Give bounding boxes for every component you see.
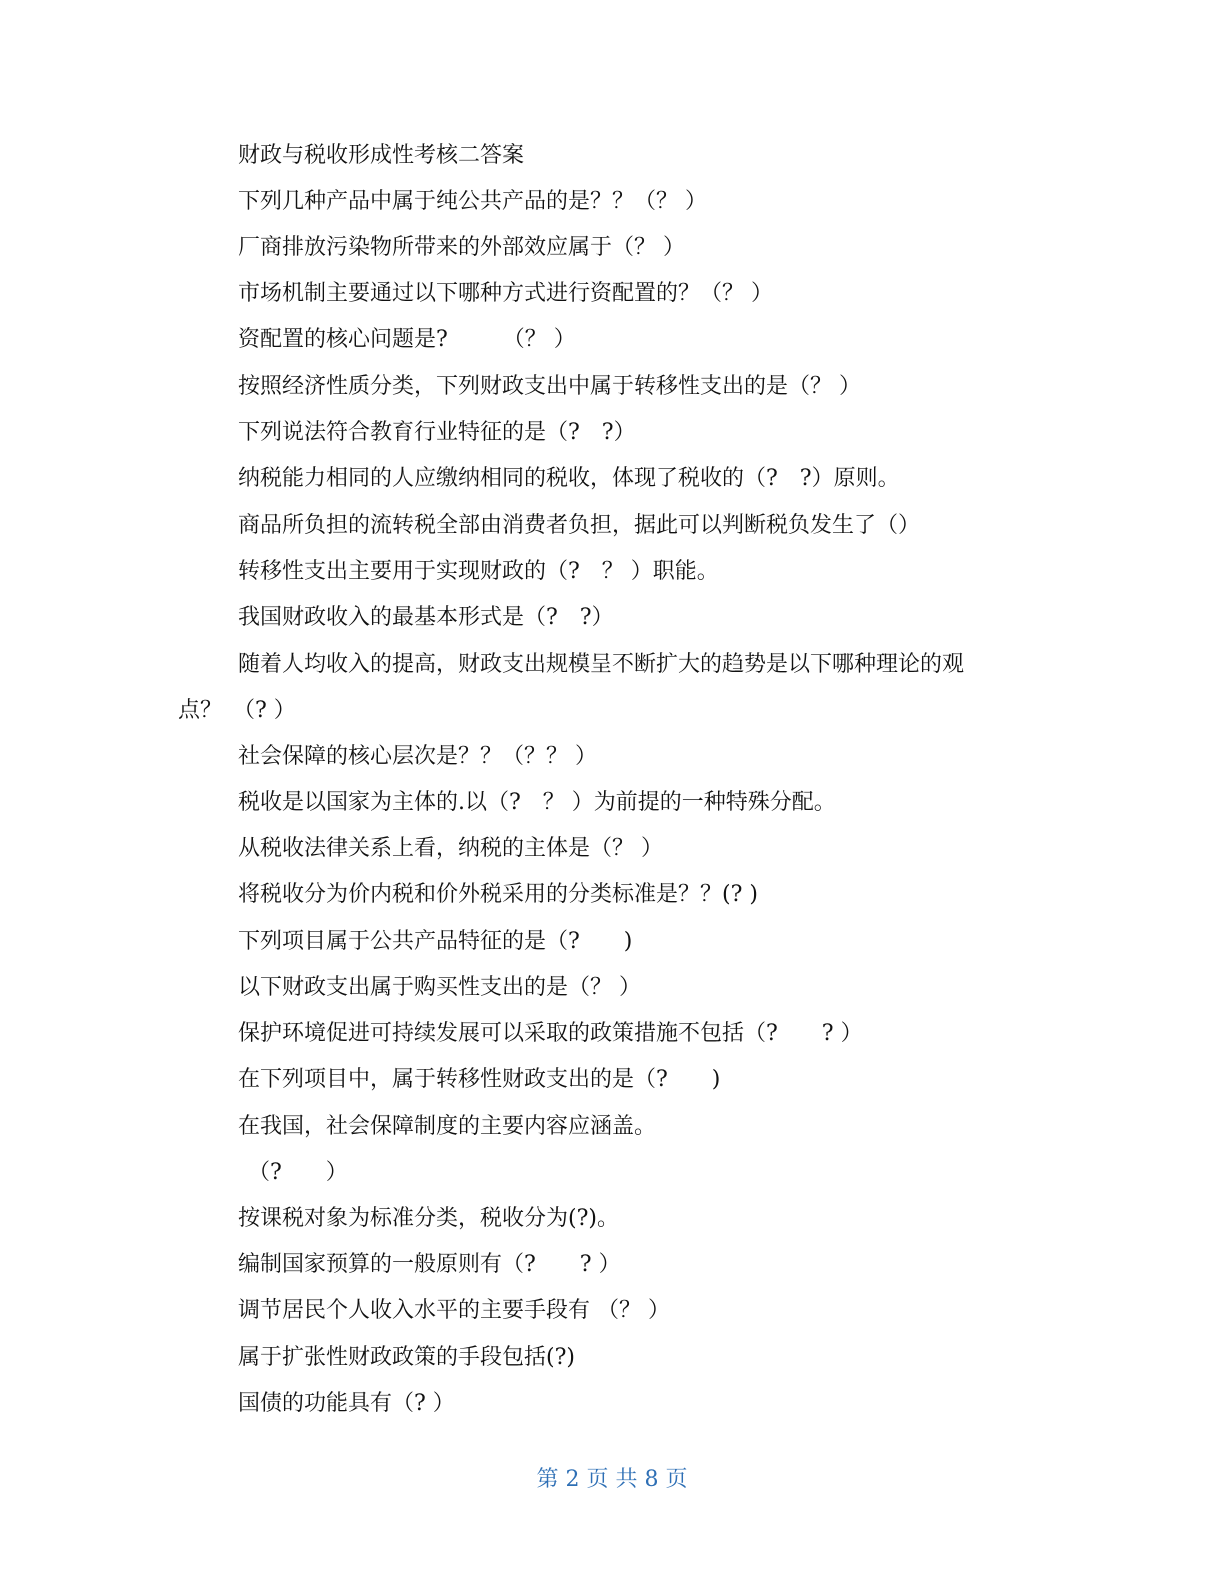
question-line-13: 税收是以国家为主体的.以（? ？ ）为前提的一种特殊分配。 — [238, 790, 836, 815]
question-line-11: 随着人均收入的提高，财政支出规模呈不断扩大的趋势是以下哪种理论的观 — [238, 652, 965, 677]
question-line-6: 下列说法符合教育行业特征的是（? ?） — [238, 420, 636, 445]
question-line-8: 商品所负担的流转税全部由消费者负担，据此可以判断税负发生了（） — [238, 513, 921, 538]
question-line-23: 调节居民个人收入水平的主要手段有 （？ ） — [238, 1298, 670, 1323]
page-number-footer: 第 2 页 共 8 页 — [536, 1467, 688, 1492]
question-line-3: 市场机制主要通过以下哪种方式进行资配置的？（？ ） — [238, 281, 773, 306]
question-line-2: 厂商排放污染物所带来的外部效应属于（？ ） — [238, 235, 685, 260]
question-line-18: 保护环境促进可持续发展可以采取的政策措施不包括（? ? ） — [238, 1021, 863, 1046]
question-line-20-continued: （? ） — [248, 1160, 348, 1185]
question-line-9: 转移性支出主要用于实现财政的（? ？ ）职能。 — [238, 559, 719, 584]
question-line-20: 在我国，社会保障制度的主要内容应涵盖。 — [238, 1114, 657, 1139]
question-line-21: 按课税对象为标准分类，税收分为(?)。 — [238, 1206, 619, 1231]
question-line-17: 以下财政支出属于购买性支出的是（？ ） — [238, 975, 641, 1000]
question-line-11-continued: 点？ （? ） — [178, 698, 296, 723]
question-line-1: 下列几种产品中属于纯公共产品的是？？（？ ） — [238, 189, 707, 214]
question-line-12: 社会保障的核心层次是？？（？？ ） — [238, 744, 597, 769]
question-line-14: 从税收法律关系上看，纳税的主体是（？ ） — [238, 836, 663, 861]
document-title: 财政与税收形成性考核二答案 — [238, 143, 525, 168]
question-line-16: 下列项目属于公共产品特征的是（? ) — [238, 929, 633, 954]
question-line-15: 将税收分为价内税和价外税采用的分类标准是？？(? ) — [238, 882, 758, 907]
question-line-22: 编制国家预算的一般原则有（? ? ） — [238, 1252, 621, 1277]
question-line-25: 国债的功能具有（? ） — [238, 1391, 455, 1416]
question-line-5: 按照经济性质分类，下列财政支出中属于转移性支出的是（？ ） — [238, 374, 861, 399]
question-line-7: 纳税能力相同的人应缴纳相同的税收，体现了税收的（? ?）原则。 — [238, 466, 900, 491]
question-line-19: 在下列项目中，属于转移性财政支出的是（? ) — [238, 1067, 721, 1092]
question-line-10: 我国财政收入的最基本形式是（? ?） — [238, 605, 614, 630]
question-line-24: 属于扩张性财政政策的手段包括(?) — [238, 1345, 575, 1370]
question-line-4: 资配置的核心问题是? （？ ） — [238, 327, 576, 352]
